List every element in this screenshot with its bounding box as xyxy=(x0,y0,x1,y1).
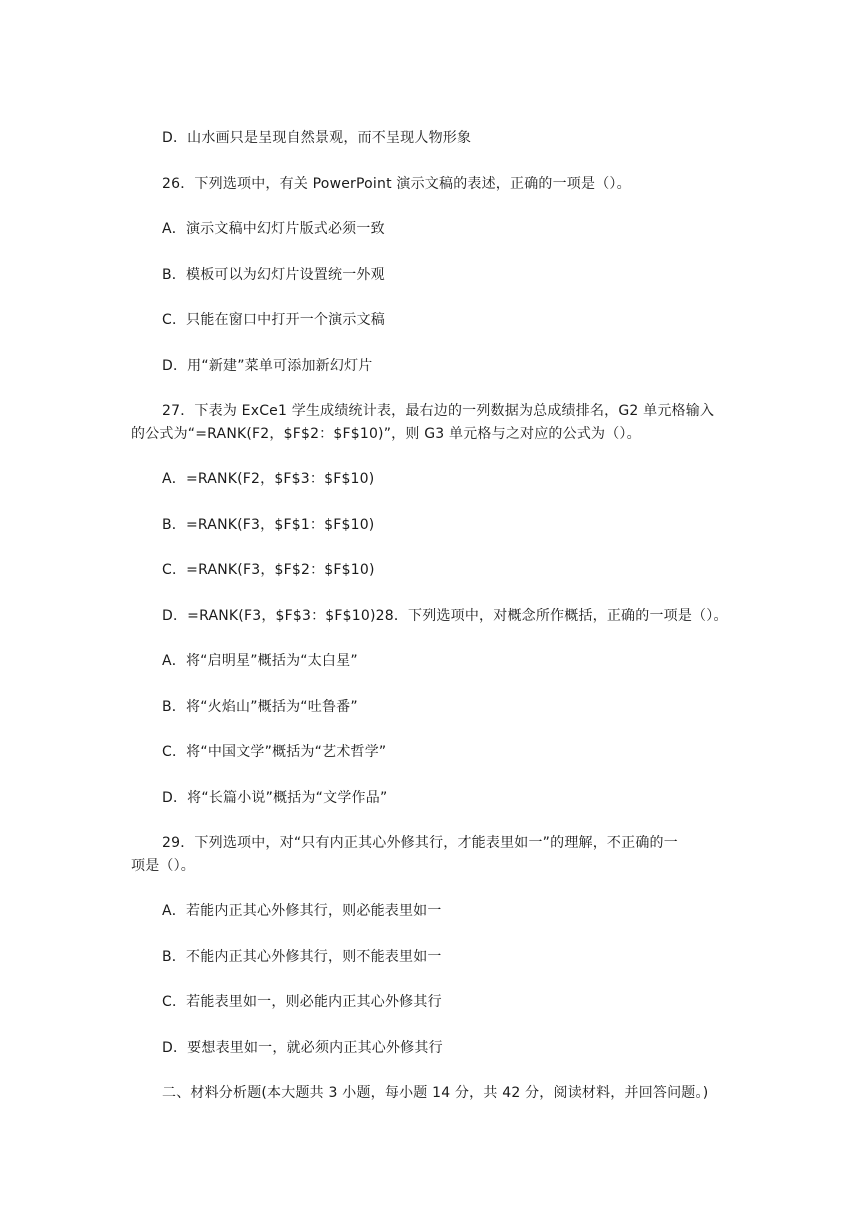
question-29-line-1: 29．下列选项中，对“只有内正其心外修其行，才能表里如一”的理解，不正确的一 xyxy=(162,835,678,851)
question-26: 26．下列选项中，有关 PowerPoint 演示文稿的表述，正确的一项是（）。 xyxy=(162,176,631,192)
option-26-b: B．模板可以为幻灯片设置统一外观 xyxy=(162,267,385,283)
option-27-c: C．=RANK(F3，$F$2：$F$10) xyxy=(162,562,375,578)
question-27-line-2: 的公式为“=RANK(F2，$F$2：$F$10)”，则 G3 单元格与之对应的公式为（）。 xyxy=(131,426,641,442)
option-29-a: A．若能内正其心外修其行，则必能表里如一 xyxy=(162,903,442,919)
question-29-line-2: 项是（）。 xyxy=(131,858,195,874)
option-26-c: C．只能在窗口中打开一个演示文稿 xyxy=(162,312,385,328)
option-27-d-question-28: D．=RANK(F3，$F$3：$F$10)28．下列选项中，对概念所作概括，正确的一项是（）。 xyxy=(162,608,728,624)
option-27-b: B．=RANK(F3，$F$1：$F$10) xyxy=(162,517,375,533)
section-heading-material-analysis: 二、材料分析题(本大题共 3 小题，每小题 14 分，共 42 分，阅读材料，并回答问题。) xyxy=(162,1085,709,1101)
option-26-a: A．演示文稿中幻灯片版式必须一致 xyxy=(162,221,385,237)
option-27-a: A．=RANK(F2，$F$3：$F$10) xyxy=(162,471,375,487)
question-27-line-1: 27．下表为 ExCe1 学生成绩统计表，最右边的一列数据为总成绩排名，G2 单元格输入 xyxy=(162,403,715,419)
option-29-b: B．不能内正其心外修其行，则不能表里如一 xyxy=(162,949,442,965)
option-29-c: C．若能表里如一，则必能内正其心外修其行 xyxy=(162,994,442,1010)
option-26-d: D．用“新建”菜单可添加新幻灯片 xyxy=(162,358,373,374)
option-28-a: A．将“启明星”概括为“太白星” xyxy=(162,653,358,669)
option-28-b: B．将“火焰山”概括为“吐鲁番” xyxy=(162,699,358,715)
option-28-d: D．将“长篇小说”概括为“文学作品” xyxy=(162,790,388,806)
option-28-c: C．将“中国文学”概括为“艺术哲学” xyxy=(162,744,387,760)
option-25-d: D．山水画只是呈现自然景观，而不呈现人物形象 xyxy=(162,130,472,146)
option-29-d: D．要想表里如一，就必须内正其心外修其行 xyxy=(162,1040,443,1056)
